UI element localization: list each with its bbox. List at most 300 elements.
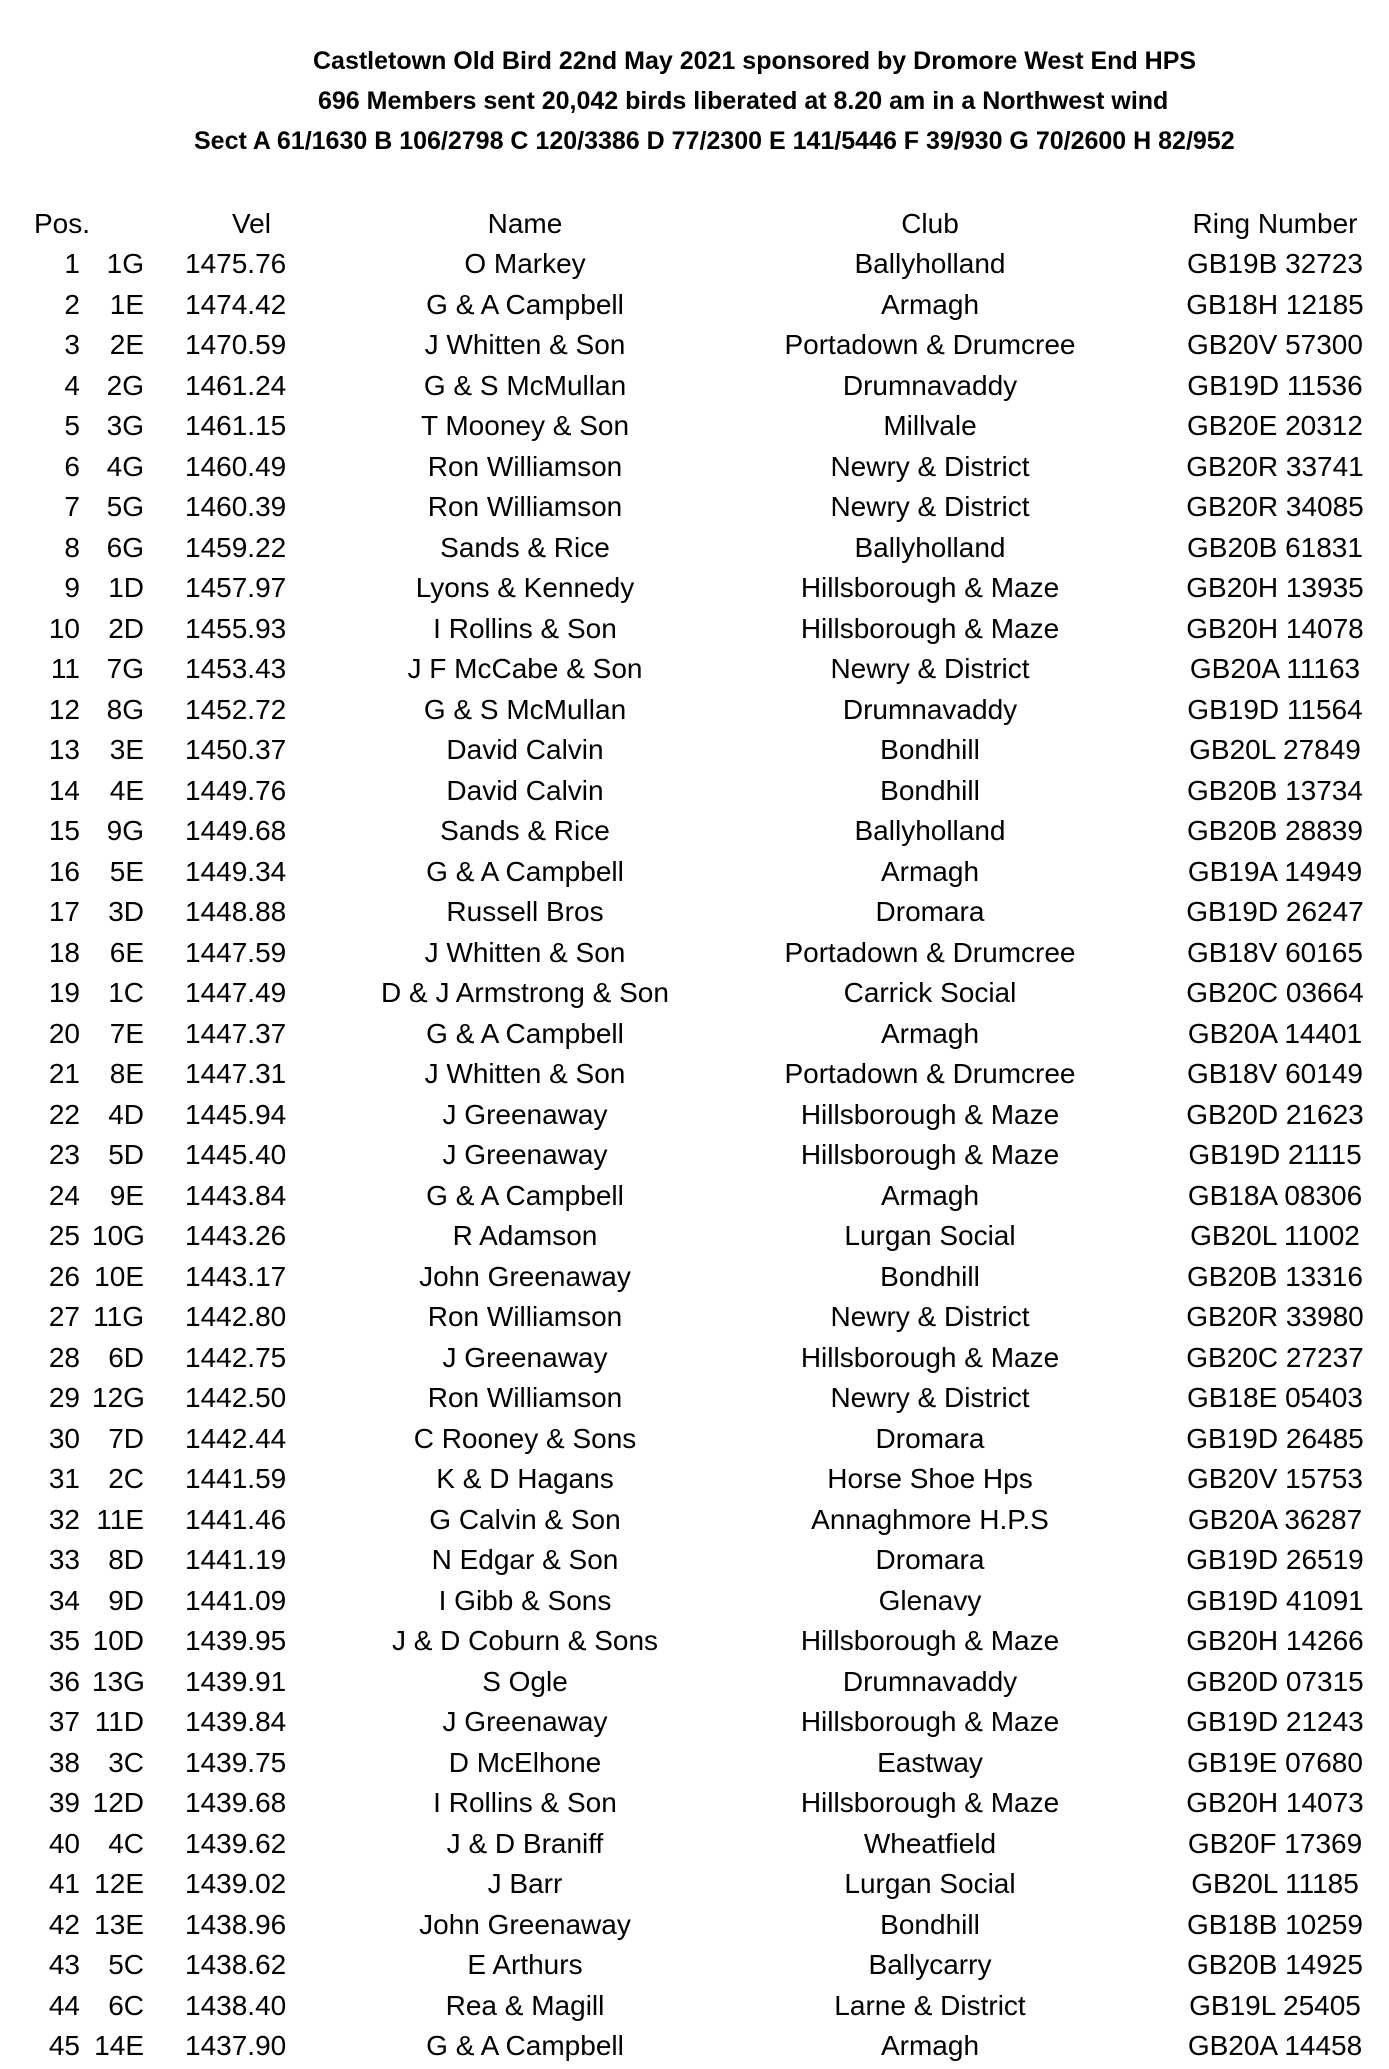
position-cell: 24 [48,1179,80,1211]
club-cell: Dromara [875,896,985,927]
ring-number-cell: GB20V 15753 [1187,1463,1363,1494]
velocity-cell: 1447.37 [185,1017,287,1049]
ring-number-cell: GB19D 21115 [1188,1139,1362,1170]
position-cell: 16 [48,855,80,887]
name-cell: G & S McMullan [423,693,627,725]
club-cell: Ballyholland [854,248,1006,279]
name-cell: J Barr [487,1868,563,1899]
club-cell: Drumnavaddy [842,1665,1018,1697]
club-cell: Armagh [880,855,980,887]
velocity-cell: 1438.96 [185,1908,287,1940]
velocity-cell: 1441.09 [185,1584,287,1616]
ring-number-cell: GB20C 03664 [1186,977,1364,1008]
velocity-cell: 1442.75 [185,1341,287,1373]
name-cell: J Greenaway [442,1706,608,1737]
section-position-cell: 12E [94,1868,144,1899]
velocity-cell: 1441.59 [185,1463,287,1494]
name-cell: David Calvin [446,734,604,765]
name-cell: G & A Campbell [426,288,624,320]
club-cell: Bondhill [880,774,980,806]
club-cell: Bondhill [880,734,980,765]
table-row [0,1621,1389,1662]
section-position-cell: 1G [106,248,144,279]
ring-number-cell: GB19D 26485 [1186,1422,1364,1454]
club-cell: Horse Shoe Hps [827,1463,1033,1494]
column-header-pos: Pos. [34,208,91,239]
name-cell: D & J Armstrong & Son [381,977,669,1008]
position-cell: 17 [48,896,80,927]
velocity-cell: 1439.84 [185,1706,287,1737]
position-cell: 37 [48,1706,80,1737]
results-table [0,244,1389,2067]
section-position-cell: 10E [94,1260,144,1292]
section-position-cell: 2E [109,329,144,360]
name-cell: J Whitten & Son [424,936,626,968]
position-cell: 27 [48,1301,80,1332]
ring-number-cell: GB19A 14949 [1187,855,1363,887]
name-cell: T Mooney & Son [420,410,630,441]
velocity-cell: 1452.72 [185,693,287,725]
name-cell: Ron Williamson [427,450,623,482]
ring-number-cell: GB18H 12185 [1186,288,1364,320]
table-row [0,1014,1389,1055]
table-row [0,892,1389,933]
table-row [0,1945,1389,1986]
section-position-cell: 5E [109,855,144,887]
table-row [0,1176,1389,1217]
section-position-cell: 7E [109,1017,144,1049]
position-cell: 34 [48,1584,80,1616]
velocity-cell: 1448.88 [185,896,287,927]
table-row [0,1500,1389,1541]
position-cell: 21 [48,1058,80,1089]
section-position-cell: 1D [108,572,144,603]
table-row [0,1216,1389,1257]
section-position-cell: 2C [108,1463,144,1494]
position-cell: 36 [48,1665,80,1697]
position-cell: 22 [48,1098,80,1130]
name-cell: J Greenaway [442,1341,608,1373]
ring-number-cell: GB20D 21623 [1186,1098,1364,1130]
section-position-cell: 5C [108,1949,144,1980]
table-row [0,487,1389,528]
section-position-cell: 11G [93,1301,144,1332]
table-row [0,1257,1389,1298]
table-row [0,811,1389,852]
table-row [0,1986,1389,2027]
section-position-cell: 6E [109,936,144,968]
club-cell: Lurgan Social [844,1868,1016,1899]
velocity-cell: 1437.90 [185,2030,287,2061]
club-cell: Lurgan Social [844,1220,1016,1251]
velocity-cell: 1460.39 [185,491,287,522]
ring-number-cell: GB20A 11163 [1189,653,1361,684]
position-cell: 35 [48,1625,80,1656]
name-cell: John Greenaway [419,1908,631,1940]
section-position-cell: 8E [109,1058,144,1089]
section-position-cell: 7G [106,653,144,684]
name-cell: O Markey [464,248,586,279]
name-cell: N Edgar & Son [431,1544,619,1575]
section-position-cell: 4C [108,1827,144,1859]
velocity-cell: 1445.40 [185,1139,287,1170]
name-cell: K & D Hagans [436,1463,614,1494]
club-cell: Portadown & Drumcree [784,1058,1076,1089]
velocity-cell: 1442.50 [185,1382,287,1413]
table-row [0,1338,1389,1379]
club-cell: Hillsborough & Maze [800,1625,1060,1656]
ring-number-cell: GB19D 26247 [1186,896,1364,927]
position-cell: 31 [48,1463,80,1494]
name-cell: Sands & Rice [440,531,610,563]
position-cell: 9 [64,572,80,603]
club-cell: Wheatfield [863,1827,997,1859]
ring-number-cell: GB20B 13734 [1187,774,1363,806]
table-row [0,285,1389,326]
club-cell: Armagh [880,2030,980,2061]
ring-number-cell: GB20L 27849 [1189,734,1361,765]
table-row [0,1419,1389,1460]
section-totals: Sect A 61/1630 B 106/2798 C 120/3386 D 77/2300 E 141/5446 F 39/930 G 70/2600 H 82/952 [194,127,1235,155]
table-row [0,1378,1389,1419]
name-cell: G & A Campbell [426,2030,624,2061]
ring-number-cell: GB20R 33980 [1186,1301,1364,1332]
table-row [0,1054,1389,1095]
ring-number-cell: GB18E 05403 [1187,1382,1363,1413]
position-cell: 33 [48,1544,80,1575]
velocity-cell: 1443.26 [185,1220,287,1251]
ring-number-cell: GB20H 14078 [1186,612,1364,644]
position-cell: 12 [48,693,80,725]
section-position-cell: 5G [106,491,144,522]
section-position-cell: 11D [94,1706,144,1737]
section-position-cell: 10D [92,1625,144,1656]
name-cell: J Whitten & Son [424,1058,626,1089]
section-position-cell: 2G [106,369,144,401]
table-row [0,447,1389,488]
ring-number-cell: GB19D 11564 [1187,693,1363,725]
velocity-cell: 1439.62 [185,1827,287,1859]
position-cell: 15 [48,815,80,846]
position-cell: 11 [50,653,80,684]
section-position-cell: 8G [106,693,144,725]
position-cell: 26 [48,1260,80,1292]
velocity-cell: 1470.59 [185,329,287,360]
table-row [0,730,1389,771]
ring-number-cell: GB20B 28839 [1187,815,1363,846]
club-cell: Ballycarry [868,1949,992,1980]
club-cell: Carrick Social [843,977,1017,1008]
club-cell: Drumnavaddy [842,369,1018,401]
velocity-cell: 1449.68 [185,815,287,846]
velocity-cell: 1460.49 [185,450,287,482]
table-row [0,1783,1389,1824]
section-position-cell: 6C [108,1989,144,2021]
table-row [0,1905,1389,1946]
ring-number-cell: GB20L 11002 [1190,1220,1360,1251]
table-row [0,1662,1389,1703]
name-cell: David Calvin [446,774,604,806]
ring-number-cell: GB20B 14925 [1187,1949,1363,1980]
velocity-cell: 1439.75 [185,1746,287,1778]
ring-number-cell: GB20H 14073 [1186,1787,1364,1818]
position-cell: 39 [48,1787,80,1818]
velocity-cell: 1447.59 [185,936,287,968]
velocity-cell: 1438.40 [185,1989,287,2021]
name-cell: G & S McMullan [423,369,627,401]
ring-number-cell: GB18V 60149 [1187,1058,1363,1089]
name-cell: R Adamson [452,1220,598,1251]
club-cell: Newry & District [830,491,1030,522]
velocity-cell: 1442.44 [185,1422,287,1454]
club-cell: Armagh [880,1017,980,1049]
velocity-cell: 1455.93 [185,612,287,644]
position-cell: 10 [48,612,80,644]
ring-number-cell: GB19E 07680 [1187,1746,1363,1778]
position-cell: 38 [48,1746,80,1778]
section-position-cell: 3C [108,1746,144,1778]
name-cell: J & D Coburn & Sons [391,1625,659,1656]
name-cell: J Greenaway [442,1139,608,1170]
section-position-cell: 13E [94,1908,144,1940]
ring-number-cell: GB18V 60165 [1187,936,1363,968]
section-position-cell: 4G [106,450,144,482]
velocity-cell: 1445.94 [185,1098,287,1130]
ring-number-cell: GB20B 13316 [1187,1260,1363,1292]
table-row [0,406,1389,447]
name-cell: I Gibb & Sons [438,1584,612,1616]
section-position-cell: 3E [109,734,144,765]
velocity-cell: 1447.31 [185,1058,287,1089]
name-cell: G & A Campbell [426,1017,624,1049]
velocity-cell: 1457.97 [185,572,287,603]
club-cell: Newry & District [830,1382,1030,1413]
club-cell: Hillsborough & Maze [800,1139,1060,1170]
ring-number-cell: GB20C 27237 [1186,1341,1364,1373]
name-cell: G Calvin & Son [429,1503,621,1535]
section-position-cell: 6G [106,531,144,563]
name-cell: Lyons & Kennedy [415,572,635,603]
table-row [0,649,1389,690]
table-row [0,325,1389,366]
ring-number-cell: GB20V 57300 [1187,329,1363,360]
club-cell: Glenavy [878,1584,982,1616]
velocity-cell: 1443.84 [185,1179,287,1211]
ring-number-cell: GB19D 41091 [1186,1584,1364,1616]
club-cell: Bondhill [880,1260,980,1292]
table-row [0,1135,1389,1176]
table-row [0,690,1389,731]
velocity-cell: 1439.02 [185,1868,287,1899]
ring-number-cell: GB19B 32723 [1187,248,1363,279]
ring-number-cell: GB20H 13935 [1186,572,1364,603]
table-row [0,1824,1389,1865]
velocity-cell: 1439.91 [185,1665,287,1697]
ring-number-cell: GB20E 20312 [1187,410,1363,441]
table-row [0,568,1389,609]
section-position-cell: 7D [108,1422,144,1454]
position-cell: 1 [64,248,80,279]
position-cell: 29 [48,1382,80,1413]
table-row [0,1297,1389,1338]
position-cell: 40 [48,1827,80,1859]
section-position-cell: 13G [92,1665,145,1697]
club-cell: Drumnavaddy [842,693,1018,725]
name-cell: G & A Campbell [426,855,624,887]
table-row [0,1540,1389,1581]
club-cell: Bondhill [880,1908,980,1940]
name-cell: J & D Braniff [446,1827,604,1859]
velocity-cell: 1459.22 [185,531,287,563]
column-header-name: Name [487,208,563,239]
position-cell: 19 [48,977,80,1008]
ring-number-cell: GB20R 34085 [1186,491,1364,522]
column-header-ring-number: Ring Number [1192,208,1358,239]
name-cell: C Rooney & Sons [413,1422,637,1454]
club-cell: Hillsborough & Maze [800,1706,1060,1737]
position-cell: 28 [48,1341,80,1373]
position-cell: 4 [64,369,80,401]
position-cell: 20 [48,1017,80,1049]
name-cell: Sands & Rice [440,815,610,846]
table-row [0,609,1389,650]
position-cell: 23 [48,1139,80,1170]
table-row [0,366,1389,407]
name-cell: Russell Bros [446,896,604,927]
ring-number-cell: GB20A 14458 [1187,2030,1363,2061]
velocity-cell: 1438.62 [185,1949,287,1980]
name-cell: J Whitten & Son [424,329,626,360]
section-position-cell: 14E [94,2030,144,2061]
ring-number-cell: GB20F 17369 [1187,1827,1363,1859]
velocity-cell: 1439.68 [185,1787,287,1818]
name-cell: Ron Williamson [427,1301,623,1332]
section-position-cell: 11E [96,1503,144,1535]
position-cell: 3 [64,329,80,360]
section-position-cell: 1E [109,288,144,320]
ring-number-cell: GB19D 11536 [1187,369,1363,401]
club-cell: Armagh [880,1179,980,1211]
club-cell: Larne & District [834,1989,1026,2021]
section-position-cell: 9E [109,1179,144,1211]
velocity-cell: 1475.76 [185,248,287,279]
club-cell: Dromara [875,1422,985,1454]
position-cell: 42 [48,1908,80,1940]
section-position-cell: 12D [92,1787,144,1818]
table-row [0,1095,1389,1136]
ring-number-cell: GB20B 61831 [1187,531,1363,563]
table-row [0,1702,1389,1743]
club-cell: Ballyholland [854,531,1006,563]
club-cell: Newry & District [830,450,1030,482]
section-position-cell: 4E [109,774,144,806]
position-cell: 45 [48,2030,80,2061]
velocity-cell: 1449.76 [185,774,287,806]
velocity-cell: 1461.15 [185,410,287,441]
club-cell: Newry & District [830,1301,1030,1332]
name-cell: Rea & Magill [445,1989,605,2021]
section-position-cell: 4D [108,1098,144,1130]
position-cell: 2 [64,288,80,320]
name-cell: G & A Campbell [426,1179,624,1211]
club-cell: Hillsborough & Maze [800,1098,1060,1130]
name-cell: John Greenaway [419,1260,631,1292]
table-row [0,933,1389,974]
velocity-cell: 1474.42 [185,288,287,320]
ring-number-cell: GB18B 10259 [1187,1908,1363,1940]
position-cell: 30 [48,1422,80,1454]
table-row [0,852,1389,893]
ring-number-cell: GB18A 08306 [1187,1179,1363,1211]
name-cell: I Rollins & Son [433,612,617,644]
name-cell: Ron Williamson [427,1382,623,1413]
velocity-cell: 1449.34 [185,855,287,887]
table-row [0,771,1389,812]
table-row [0,244,1389,285]
name-cell: Ron Williamson [427,491,623,522]
club-cell: Dromara [875,1544,985,1575]
column-header-vel: Vel [232,208,271,239]
race-title: Castletown Old Bird 22nd May 2021 sponsored by Dromore West End HPS [313,47,1197,75]
velocity-cell: 1447.49 [185,977,287,1008]
velocity-cell: 1442.80 [185,1301,287,1332]
table-row [0,1581,1389,1622]
race-summary: 696 Members sent 20,042 birds liberated at 8.20 am in a Northwest wind [318,87,1169,115]
name-cell: J F McCabe & Son [407,653,643,684]
position-cell: 43 [48,1949,80,1980]
velocity-cell: 1441.46 [185,1503,287,1535]
ring-number-cell: GB20H 14266 [1186,1625,1364,1656]
club-cell: Eastway [877,1746,983,1778]
position-cell: 7 [64,491,80,522]
position-cell: 18 [48,936,80,968]
ring-number-cell: GB20L 11185 [1191,1868,1359,1899]
section-position-cell: 10G [92,1220,145,1251]
section-position-cell: 2D [108,612,144,644]
club-cell: Hillsborough & Maze [800,572,1060,603]
club-cell: Portadown & Drumcree [784,329,1076,360]
position-cell: 25 [48,1220,80,1251]
ring-number-cell: GB20A 14401 [1187,1017,1363,1049]
velocity-cell: 1441.19 [185,1544,287,1575]
section-position-cell: 5D [108,1139,144,1170]
club-cell: Hillsborough & Maze [800,1787,1060,1818]
column-header-club: Club [901,208,959,239]
section-position-cell: 3D [108,896,144,927]
name-cell: E Arthurs [467,1949,583,1980]
club-cell: Hillsborough & Maze [800,1341,1060,1373]
club-cell: Portadown & Drumcree [784,936,1076,968]
club-cell: Armagh [880,288,980,320]
section-position-cell: 6D [108,1341,144,1373]
ring-number-cell: GB20A 36287 [1187,1503,1363,1535]
club-cell: Hillsborough & Maze [800,612,1060,644]
section-position-cell: 8D [108,1544,144,1575]
table-row [0,1864,1389,1905]
table-row [0,528,1389,569]
position-cell: 41 [48,1868,80,1899]
section-position-cell: 3G [106,410,144,441]
velocity-cell: 1450.37 [185,734,287,765]
club-cell: Annaghmore H.P.S [811,1503,1049,1535]
club-cell: Millvale [883,410,977,441]
position-cell: 8 [64,531,80,563]
table-row [0,2026,1389,2067]
ring-number-cell: GB20R 33741 [1186,450,1364,482]
position-cell: 5 [64,410,80,441]
ring-number-cell: GB19D 21243 [1186,1706,1364,1737]
velocity-cell: 1461.24 [185,369,287,401]
